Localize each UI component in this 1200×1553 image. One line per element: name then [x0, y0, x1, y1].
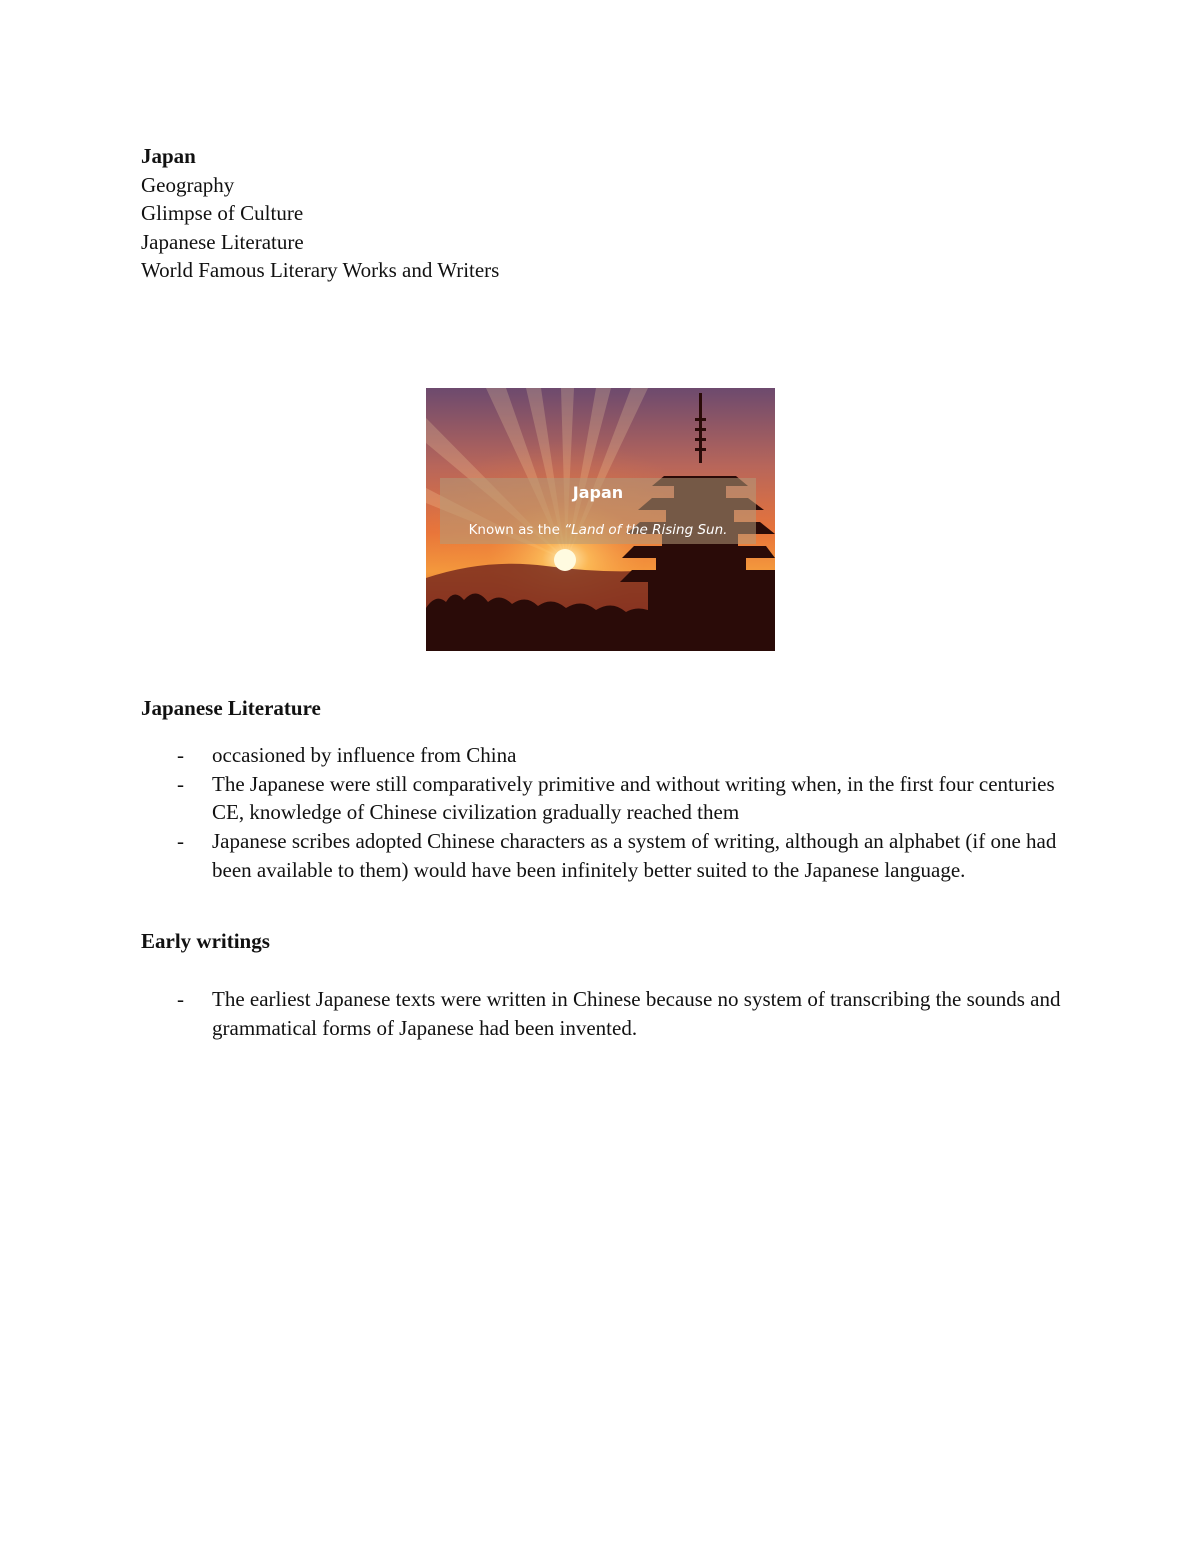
japan-sunset-image: [426, 388, 775, 651]
bullet-dash: -: [177, 829, 184, 854]
intro-block: [141, 142, 499, 285]
toc-item-literary-works: World Famous Literary Works and Writers: [141, 258, 500, 282]
figure-subtitle: [440, 522, 756, 538]
toc-item-culture: Glimpse of Culture: [141, 201, 304, 225]
list-item-text: Japanese scribes adopted Chinese characters as a system of writing, although an alphabet (if one had been available to them) would have been infinitely better suited to the Japanese language.: [212, 829, 1057, 882]
bullet-dash: -: [177, 743, 184, 767]
list-item-text: The earliest Japanese texts were written in Chinese because no system of transcribing the sounds and grammatical forms of Japanese had been invented.: [212, 987, 1061, 1040]
japanese-literature-list: [141, 741, 1061, 885]
list-item-text: The Japanese were still comparatively primitive and without writing when, in the first four centuries CE, knowledge of Chinese civilization gradually reached them: [212, 771, 1055, 825]
figure-subtitle-prefix: Known as the: [468, 522, 565, 538]
figure-subtitle-italic: “Land of the Rising Sun.: [564, 522, 728, 538]
list-item: [141, 985, 1061, 1042]
toc-item-literature: Japanese Literature: [141, 229, 304, 254]
list-item-text: occasioned by influence from China: [212, 743, 517, 767]
list-item: [141, 770, 1061, 827]
section-heading-early-writings: Early writings: [141, 929, 270, 953]
list-item: [141, 741, 1061, 770]
early-writings-list: [141, 985, 1061, 1042]
bullet-dash: -: [177, 771, 184, 796]
list-item: [141, 827, 1061, 884]
toc-item-geography: Geography: [141, 172, 235, 197]
figure-title: Japan: [572, 483, 624, 502]
document-title: Japan: [141, 144, 196, 168]
section-heading-japanese-literature: Japanese Literature: [141, 696, 321, 720]
bullet-dash: -: [177, 987, 184, 1011]
sunset-pagoda-illustration: [426, 388, 775, 651]
